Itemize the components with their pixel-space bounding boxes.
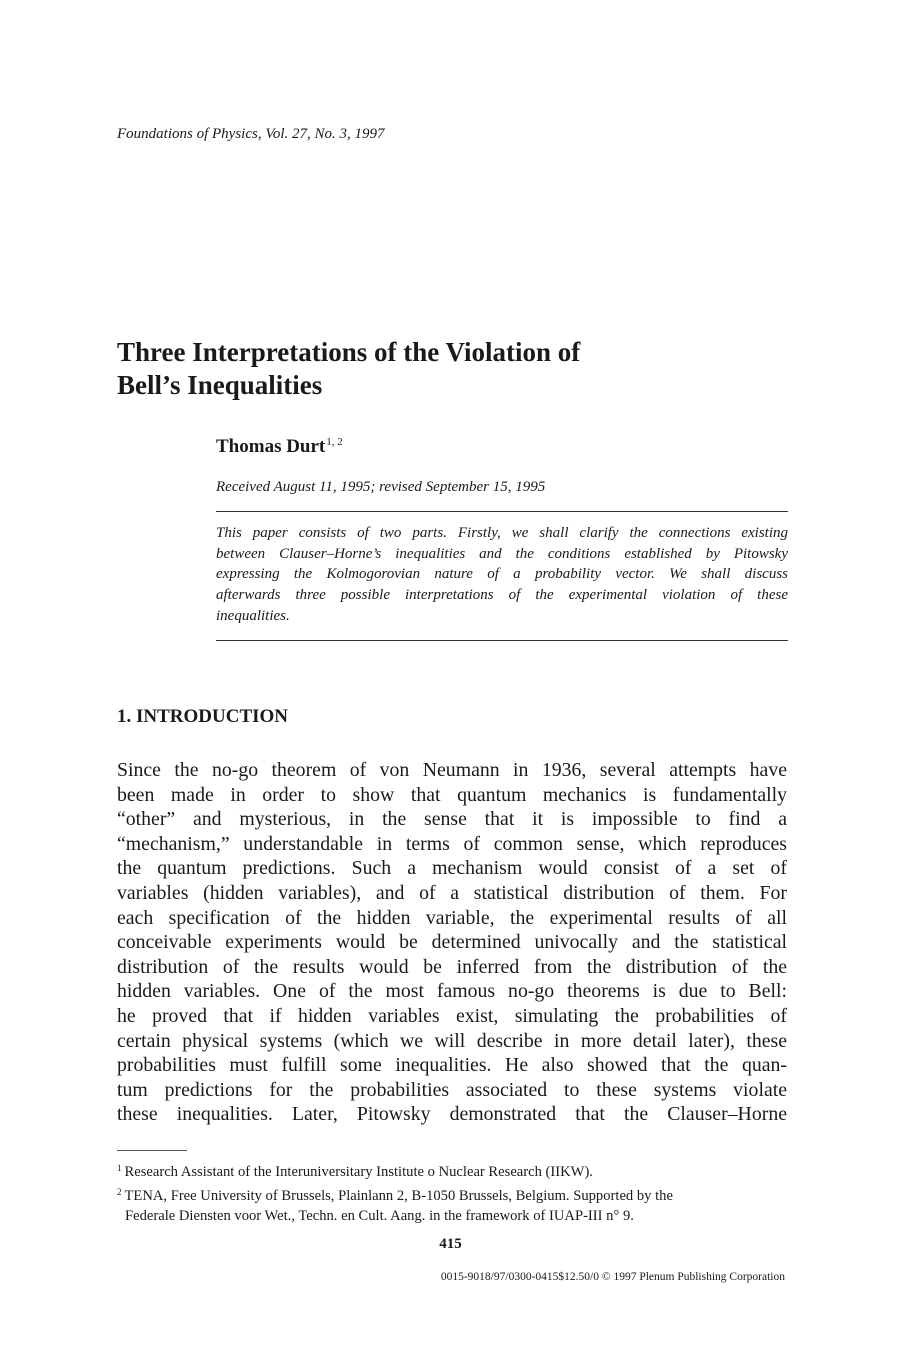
author-line: [216, 436, 343, 458]
author-name: Thomas Durt: [216, 436, 326, 457]
paper-title: [117, 336, 817, 402]
body-line: distribution of the results would be inferred from the distribution of the: [117, 955, 787, 978]
body-line: Since the no-go theorem of von Neumann in 1936, several attempts have: [117, 759, 787, 781]
body-line: “mechanism,” understandable in terms of common sense, which reproduces: [117, 832, 787, 855]
footnote-rule: [117, 1150, 187, 1151]
section-heading: 1. INTRODUCTION: [117, 706, 289, 727]
paper-title-line-1: Three Interpretations of the Violation of: [117, 337, 581, 367]
abstract-line: afterwards three possible interpretations of the experimental violation of these: [216, 587, 788, 604]
body-line: each specification of the hidden variable, the experimental results of all: [117, 906, 787, 929]
body-line: conceivable experiments would be determined univocally and the statistical: [117, 931, 787, 954]
body-line: tum predictions for the probabilities associated to these systems violate: [117, 1078, 787, 1101]
body-line: certain physical systems (which we will describe in more detail later), these: [117, 1029, 787, 1052]
abstract-top-rule: [216, 511, 788, 512]
footnote-2-continuation: Federale Diensten voor Wet., Techn. en Cult. Aang. in the framework of IUAP-III n° 9.: [125, 1208, 634, 1224]
footnote-1-text: Research Assistant of the Interuniversitary Institute o Nuclear Research (IIKW).: [124, 1164, 593, 1180]
body-line: probabilities must fulfill some inequalities. He also showed that the quan-: [117, 1054, 787, 1077]
footnote-1-mark: 1: [117, 1163, 122, 1173]
abstract-line: inequalities.: [216, 607, 290, 624]
body-line: he proved that if hidden variables exist, simulating the probabilities of: [117, 1004, 787, 1027]
footnote-1: [117, 1158, 789, 1182]
received-dates: Received August 11, 1995; revised September 15, 1995: [216, 479, 546, 495]
footnote-2-text: TENA, Free University of Brussels, Plainlann 2, B-1050 Brussels, Belgium. Supported by the: [124, 1188, 673, 1204]
journal-header: Foundations of Physics, Vol. 27, No. 3, 1997: [117, 126, 385, 142]
footnote-2: [117, 1182, 789, 1206]
abstract-line: This paper consists of two parts. Firstly, we shall clarify the connections existing: [216, 525, 788, 541]
footnote-2-mark: 2: [117, 1187, 122, 1197]
footnotes: [117, 1158, 789, 1226]
abstract-line: between Clauser–Horne’s inequalities and the conditions established by Pitowsky: [216, 545, 788, 562]
author-affiliation-marks: 1, 2: [326, 436, 343, 448]
copyright-line: 0015-9018/97/0300-0415$12.50/0 © 1997 Plenum Publishing Corporation: [440, 1271, 785, 1283]
body-line: hidden variables. One of the most famous no-go theorems is due to Bell:: [117, 980, 787, 1003]
body-line: the quantum predictions. Such a mechanism would consist of a set of: [117, 857, 787, 880]
abstract-bottom-rule: [216, 640, 788, 641]
body-line: been made in order to show that quantum mechanics is fundamentally: [117, 783, 787, 806]
abstract-line: expressing the Kolmogorovian nature of a probability vector. We shall discuss: [216, 566, 788, 583]
body-line: these inequalities. Later, Pitowsky demonstrated that the Clauser–Horne: [117, 1103, 787, 1126]
body-line: variables (hidden variables), and of a statistical distribution of them. For: [117, 881, 787, 904]
paper-title-line-2: Bell’s Inequalities: [117, 370, 323, 400]
page-number: 415: [439, 1236, 462, 1252]
abstract: [216, 523, 788, 627]
body-text: [117, 758, 787, 1127]
body-line: “other” and mysterious, in the sense that it is impossible to find a: [117, 808, 787, 831]
